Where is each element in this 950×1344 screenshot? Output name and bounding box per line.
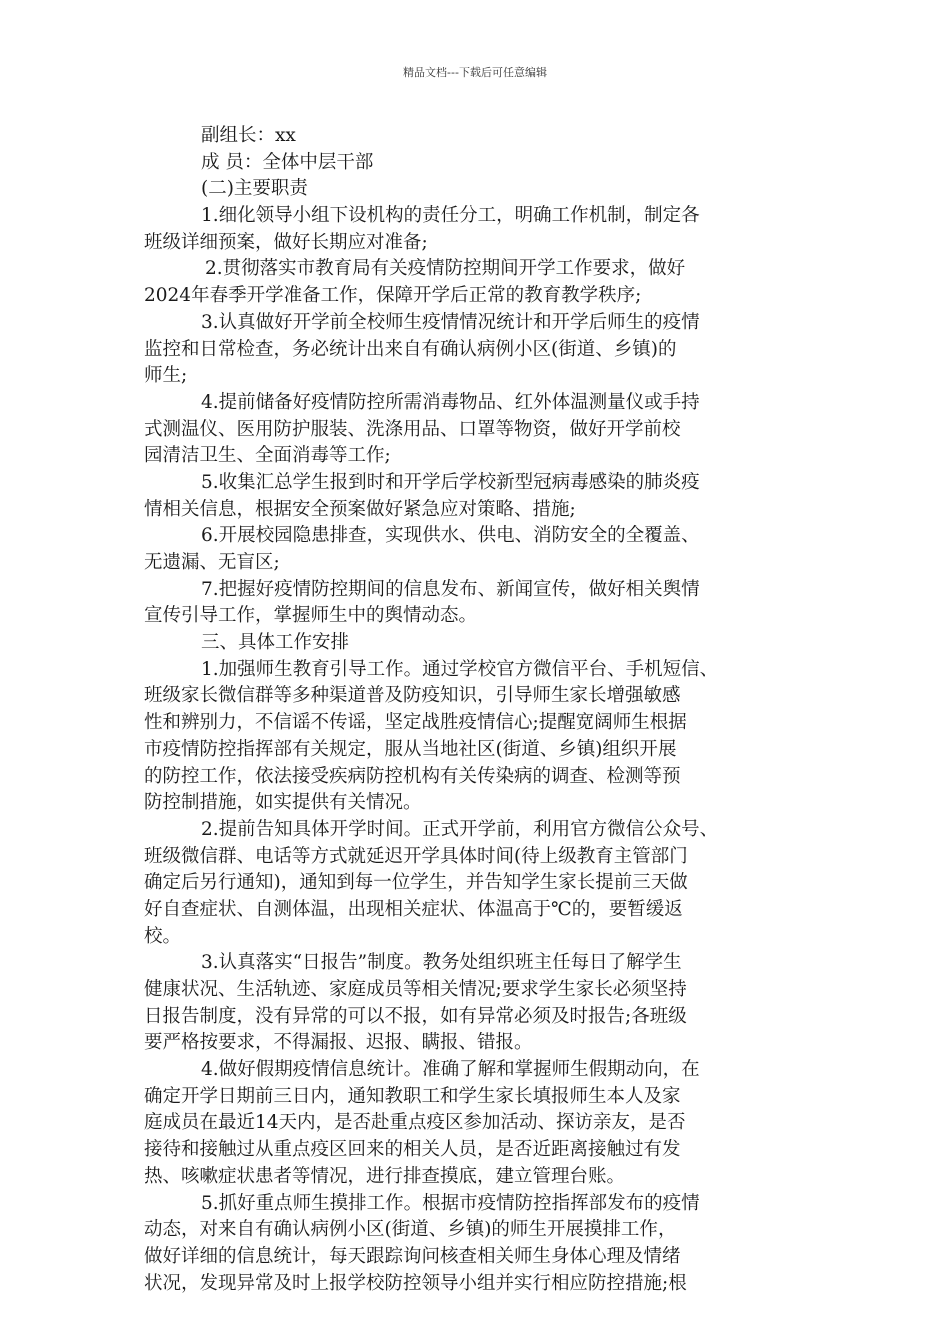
page-header: 精品文档---下载后可任意编辑	[403, 66, 547, 79]
text-line: 的防控工作，依法接受疾病防控机构有关传染病的调查、检测等预	[144, 765, 681, 787]
text-line: 无遗漏、无盲区;	[144, 552, 280, 573]
text-line: 动态，对来自有确认病例小区(街道、乡镇)的师生开展摸排工作，	[144, 1219, 677, 1241]
text-line: 班级家长微信群等多种渠道普及防疫知识，引导师生家长增强敏感	[144, 685, 681, 707]
text-line: 性和辨别力，不信谣不传谣，坚定战胜疫情信心;提醒宽阔师生根据	[144, 712, 687, 734]
text-line: 庭成员在最近14天内，是否赴重点疫区参加活动、探访亲友，是否	[144, 1112, 686, 1134]
text-line: 好自查症状、自测体温，出现相关症状、体温高于℃的，要暂缓返	[144, 898, 683, 920]
text-line: 校。	[144, 925, 182, 947]
text-line: 接待和接触过从重点疫区回来的相关人员，是否近距离接触过有发	[144, 1139, 681, 1161]
text-line: 7.把握好疫情防控期间的信息发布、新闻宣传，做好相关舆情	[201, 578, 700, 600]
text-line: 2024年春季开学准备工作，保障开学后正常的教育教学秩序;	[144, 285, 642, 307]
text-line: 5.收集汇总学生报到时和开学后学校新型冠病毒感染的肺炎疫	[201, 471, 700, 493]
text-line: 2.贯彻落实市教育局有关疫情防控期间开学工作要求，做好	[205, 258, 686, 280]
text-line: 情相关信息，根据安全预案做好紧急应对策略、措施;	[144, 498, 576, 520]
text-line: 确定开学日期前三日内，通知教职工和学生家长填报师生本人及家	[144, 1085, 681, 1107]
text-line: 2.提前告知具体开学时间。正式开学前，利用官方微信公众号、	[201, 818, 719, 840]
text-line: 3.认真落实“日报告”制度。教务处组织班主任每日了解学生	[201, 952, 682, 974]
text-line: 健康状况、生活轨迹、家庭成员等相关情况;要求学生家长必须坚持	[144, 979, 687, 1000]
text-line: 成 员：全体中层干部	[201, 151, 374, 173]
text-line: (二)主要职责	[201, 178, 308, 200]
document-body	[144, 123, 812, 1297]
text-line: 班级微信群、电话等方式就延迟开学具体时间(待上级教育主管部门	[144, 845, 688, 867]
text-line: 监控和日常检查，务必统计出来自有确认病例小区(街道、乡镇)的	[144, 338, 677, 360]
text-line: 1.细化领导小组下设机构的责任分工，明确工作机制，制定各	[201, 205, 700, 227]
text-line: 5.抓好重点师生摸排工作。根据市疫情防控指挥部发布的疫情	[201, 1192, 700, 1214]
text-line: 要严格按要求，不得漏报、迟报、瞒报、错报。	[144, 1032, 533, 1054]
text-line: 园清洁卫生、全面消毒等工作;	[144, 445, 391, 467]
text-line: 确定后另行通知)，通知到每一位学生，并告知学生家长提前三天做	[144, 872, 688, 894]
text-line: 三、具体工作安排	[201, 632, 350, 654]
text-line: 副组长：xx	[201, 125, 296, 146]
text-line: 热、咳嗽症状患者等情况，进行排查摸底，建立管理台账。	[144, 1165, 626, 1187]
text-line: 宣传引导工作，掌握师生中的舆情动态。	[144, 605, 478, 627]
text-line: 4.做好假期疫情信息统计。准确了解和掌握师生假期动向，在	[201, 1059, 700, 1081]
text-line: 1.加强师生教育引导工作。通过学校官方微信平台、手机短信、	[201, 658, 719, 680]
text-line: 市疫情防控指挥部有关规定，服从当地社区(街道、乡镇)组织开展	[144, 738, 677, 760]
text-line: 6.开展校园隐患排查，实现供水、供电、消防安全的全覆盖、	[201, 525, 700, 547]
text-line: 师生;	[144, 365, 188, 387]
text-line: 日报告制度，没有异常的可以不报，如有异常必须及时报告;各班级	[144, 1005, 687, 1027]
text-line: 3.认真做好开学前全校师生疫情情况统计和开学后师生的疫情	[201, 311, 700, 333]
text-line: 防控制措施，如实提供有关情况。	[144, 792, 422, 814]
text-line: 班级详细预案，做好长期应对准备;	[144, 231, 428, 253]
text-line: 做好详细的信息统计，每天跟踪询问核查相关师生身体心理及情绪	[144, 1245, 681, 1267]
text-line: 4.提前储备好疫情防控所需消毒物品、红外体温测量仪或手持	[201, 391, 700, 413]
text-line: 式测温仪、医用防护服装、洗涤用品、口罩等物资，做好开学前校	[144, 418, 681, 440]
text-line: 状况，发现异常及时上报学校防控领导小组并实行相应防控措施;根	[144, 1272, 687, 1294]
